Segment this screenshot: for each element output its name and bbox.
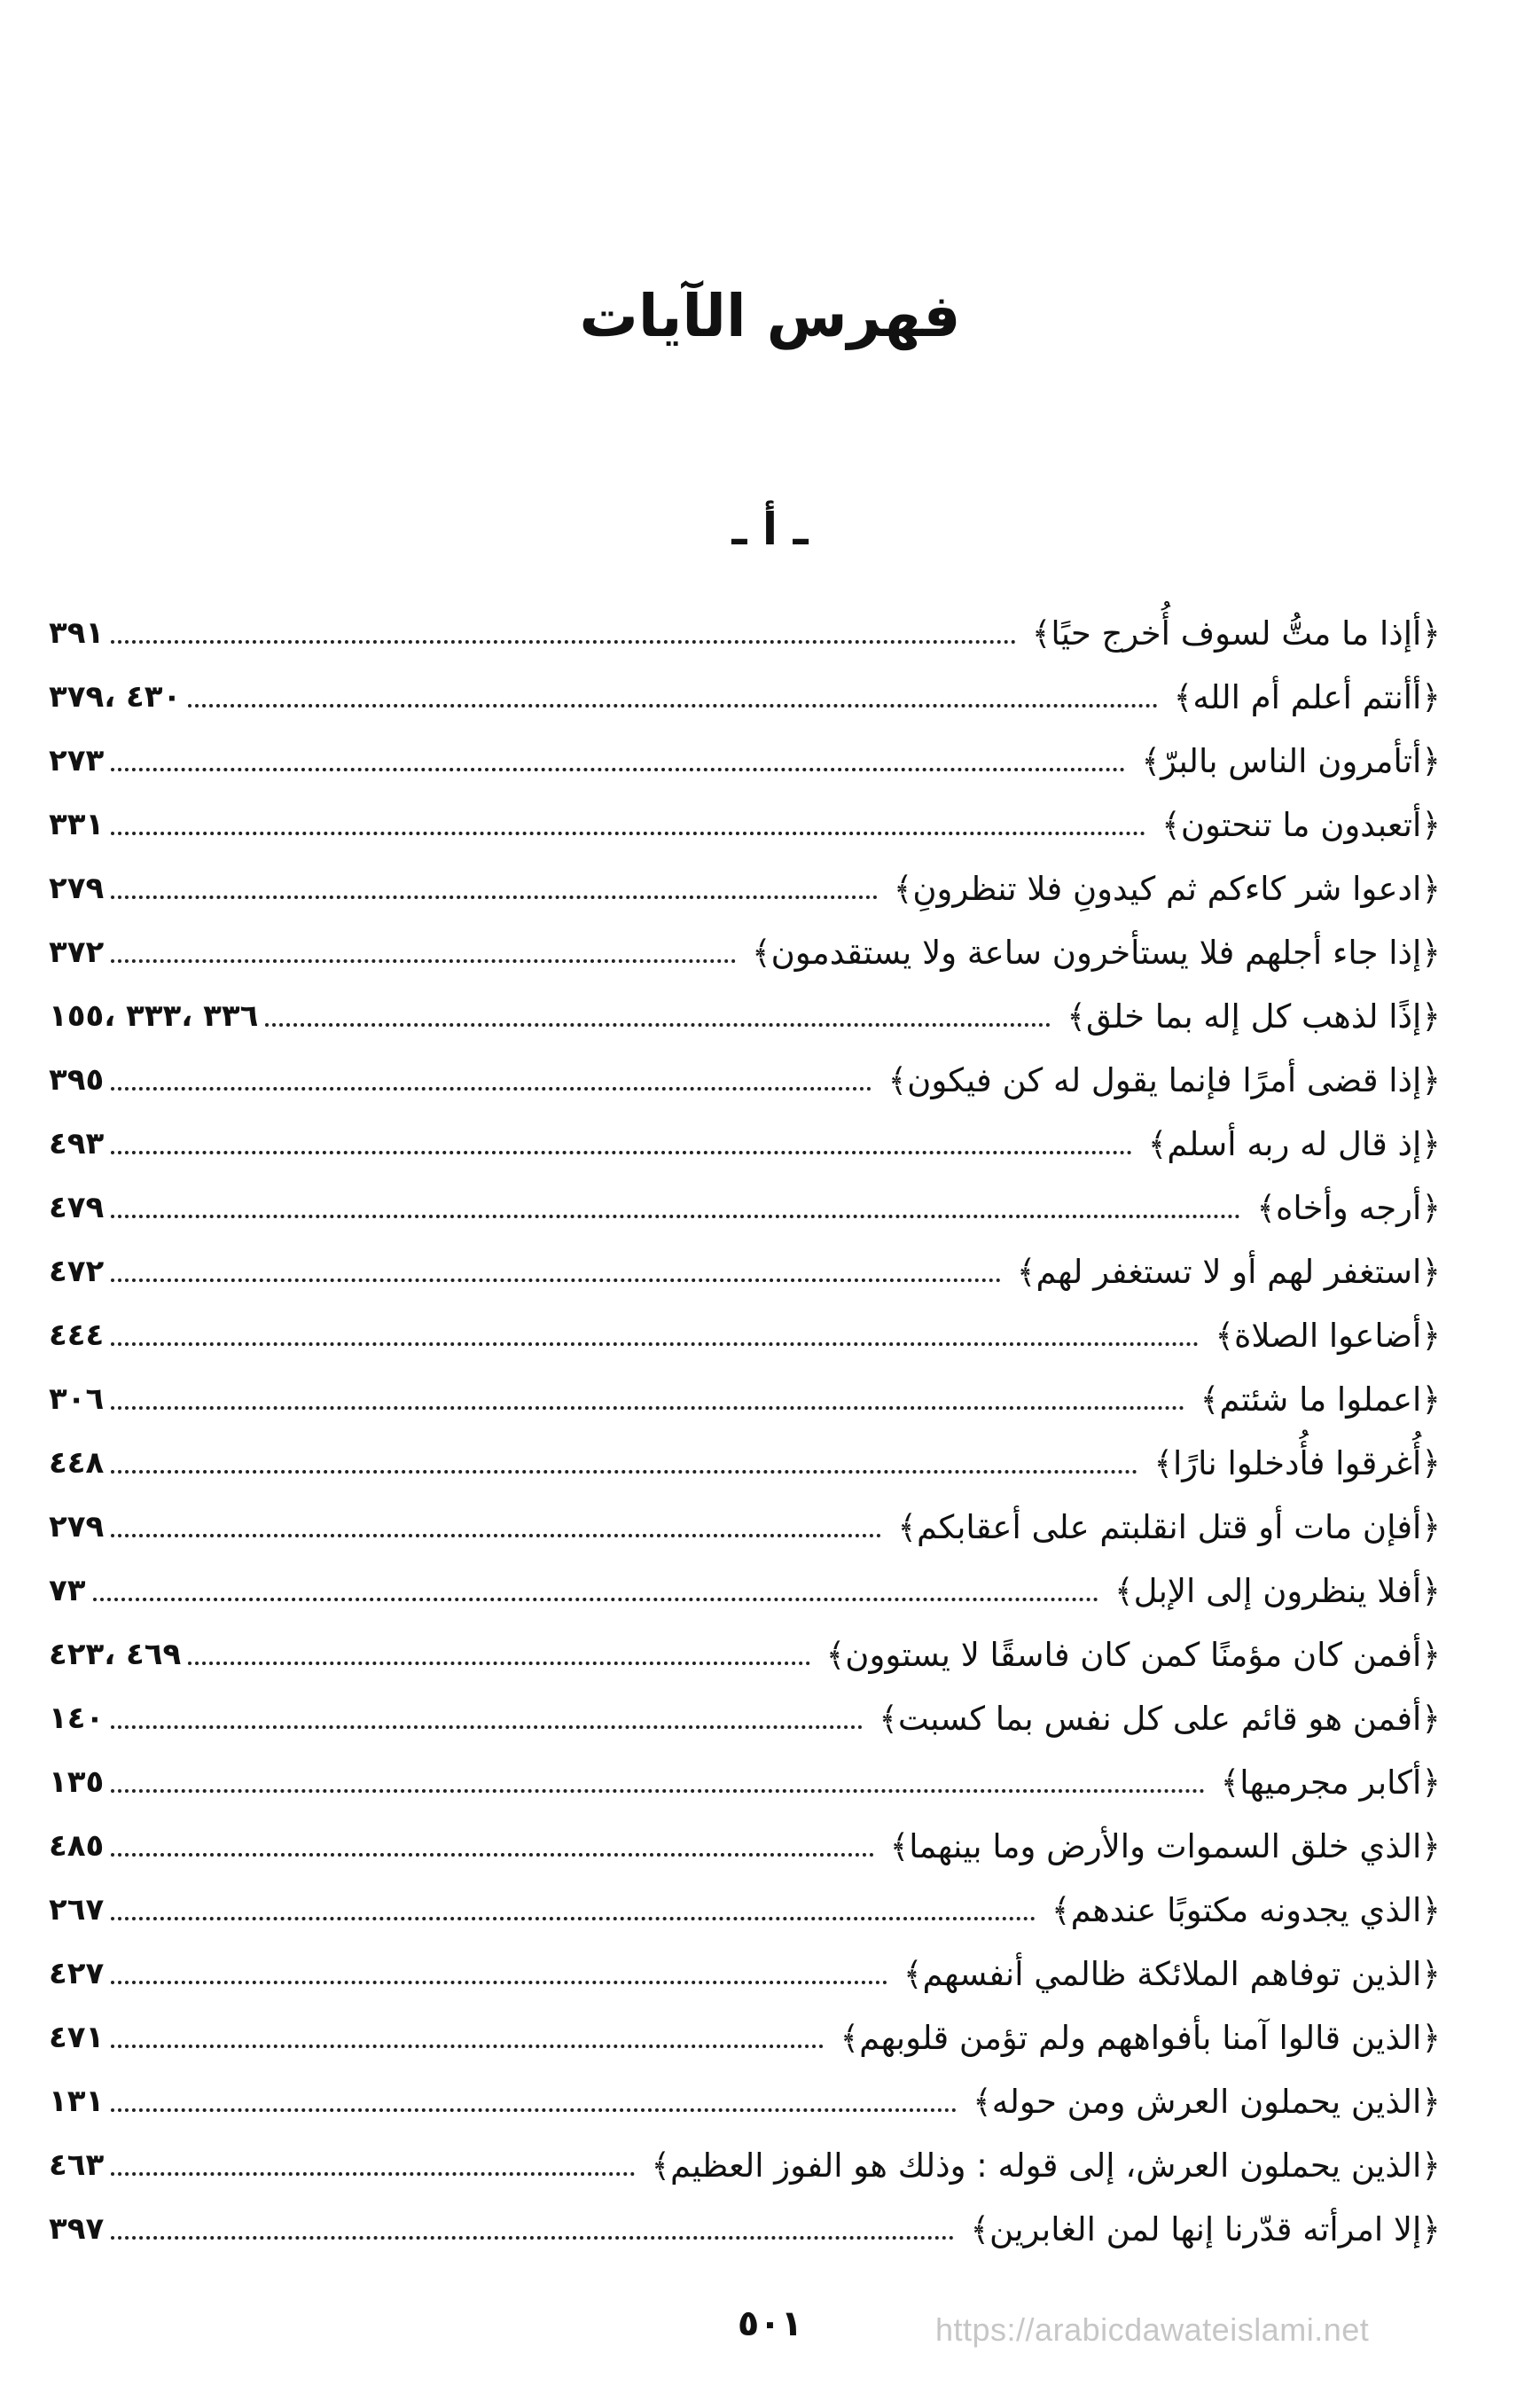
verse-text: ﴿أأنتم أعلم أم الله﴾	[1173, 677, 1441, 716]
index-entry	[49, 1112, 1441, 1176]
verse-text: ﴿أإذا ما متُّ لسوف أُخرج حيًا﴾	[1031, 614, 1441, 653]
index-entry	[49, 984, 1441, 1048]
index-entry	[49, 1814, 1441, 1878]
verse-text: ﴿إذًا لذهب كل إله بما خلق﴾	[1067, 997, 1441, 1036]
verse-text: ﴿أرجه وأخاه﴾	[1256, 1188, 1441, 1227]
page-references: ٣٣٦ ،٣٣٣ ،١٥٥	[49, 998, 259, 1034]
verse-text: ﴿الذين يحملون العرش، إلى قوله : وذلك هو الفوز العظيم﴾	[651, 2146, 1441, 2185]
dot-leader	[111, 2108, 957, 2112]
page-references: ٤٦٩ ،٤٢٣	[49, 1637, 182, 1672]
dot-leader	[111, 1725, 863, 1729]
page-number: ٥٠١	[737, 2303, 803, 2344]
index-entry	[49, 1367, 1441, 1431]
index-entry	[49, 2006, 1441, 2069]
dot-leader	[93, 1598, 1098, 1601]
page-references: ٤٧١	[49, 2020, 105, 2055]
dot-leader	[111, 1981, 887, 1984]
dot-leader	[111, 1789, 1204, 1793]
dot-leader	[111, 2172, 635, 2176]
dot-leader	[111, 1087, 872, 1091]
dot-leader	[111, 1470, 1137, 1474]
index-entry	[49, 1750, 1441, 1814]
page-references: ٢٧٩	[49, 871, 105, 906]
verse-text: ﴿إذا جاء أجلهم فلا يستأخرون ساعة ولا يستقدمون﴾	[751, 933, 1441, 972]
verse-text: ﴿إذ قال له ربه أسلم﴾	[1147, 1124, 1441, 1163]
index-entry	[49, 601, 1441, 665]
dot-leader	[111, 2045, 824, 2048]
index-entry	[49, 665, 1441, 729]
page-references: ٣٠٦	[49, 1381, 105, 1417]
index-entry	[49, 1942, 1441, 2006]
page-references: ٤٤٨	[49, 1445, 105, 1481]
dot-leader	[111, 1917, 1036, 1920]
verse-index-list	[49, 601, 1441, 2261]
dot-leader	[111, 1406, 1184, 1410]
verse-text: ﴿الذين قالوا آمنا بأفواههم ولم تؤمن قلوبهم﴾	[840, 2018, 1441, 2057]
index-entry	[49, 920, 1441, 984]
dot-leader	[111, 1342, 1199, 1346]
page-references: ٤٧٩	[49, 1190, 105, 1225]
verse-text: ﴿استغفر لهم أو لا تستغفر لهم﴾	[1016, 1252, 1441, 1291]
verse-text: ﴿اعملوا ما شئتم﴾	[1200, 1380, 1441, 1419]
page-references: ٤٧٢	[49, 1254, 105, 1289]
verse-text: ﴿ادعوا شر كاءكم ثم كيدونِ فلا تنظرونِ﴾	[893, 869, 1441, 908]
index-entry	[49, 729, 1441, 793]
dot-leader	[111, 640, 1015, 644]
page-references: ٣٧٢	[49, 934, 105, 970]
dot-leader	[111, 895, 877, 899]
index-entry	[49, 1686, 1441, 1750]
watermark-url: https://arabicdawateislami.net	[935, 2311, 1370, 2348]
index-entry	[49, 2197, 1441, 2261]
dot-leader	[111, 1279, 1001, 1282]
page-references: ٣٩١	[49, 615, 105, 651]
index-entry	[49, 1239, 1441, 1303]
page-references: ٧٣	[49, 1573, 86, 1608]
page-references: ١٣٥	[49, 1764, 105, 1800]
verse-text: ﴿أضاعوا الصلاة﴾	[1215, 1316, 1441, 1355]
verse-text: ﴿أتعبدون ما تنحتون﴾	[1161, 805, 1441, 844]
verse-text: ﴿إذا قضى أمرًا فإنما يقول له كن فيكون﴾	[887, 1060, 1441, 1099]
page-references: ٤٤٤	[49, 1318, 105, 1353]
page-references: ٤٣٠ ،٣٧٩	[49, 679, 182, 715]
verse-text: ﴿أفلا ينظرون إلى الإبل﴾	[1114, 1571, 1441, 1610]
page-references: ٣٣١	[49, 807, 105, 842]
index-entry	[49, 1559, 1441, 1623]
verse-text: ﴿أفمن هو قائم على كل نفس بما كسبت﴾	[879, 1699, 1441, 1738]
page-references: ٢٧٩	[49, 1509, 105, 1544]
index-entry	[49, 1623, 1441, 1686]
verse-text: ﴿الذين يحملون العرش ومن حوله﴾	[973, 2082, 1441, 2121]
index-entry	[49, 793, 1441, 856]
dot-leader	[111, 2236, 954, 2240]
index-entry	[49, 1303, 1441, 1367]
verse-text: ﴿أكابر مجرميها﴾	[1220, 1763, 1441, 1802]
verse-text: ﴿الذي خلق السموات والأرض وما بينهما﴾	[889, 1826, 1441, 1865]
page-references: ٤٨٥	[49, 1828, 105, 1864]
page-title: فهرس الآيات	[579, 282, 961, 350]
index-entry	[49, 1176, 1441, 1239]
page-references: ٣٩٧	[49, 2211, 105, 2247]
index-entry	[49, 856, 1441, 920]
dot-leader	[188, 1662, 809, 1665]
page-references: ٢٧٣	[49, 743, 105, 778]
verse-text: ﴿الذي يجدونه مكتوبًا عندهم﴾	[1051, 1890, 1441, 1929]
verse-text: ﴿إلا امرأته قدّرنا إنها لمن الغابرين﴾	[970, 2209, 1441, 2248]
section-letter-heading: ـ أ ـ	[731, 504, 809, 555]
verse-text: ﴿أفإن مات أو قتل انقلبتم على أعقابكم﴾	[897, 1507, 1441, 1546]
index-entry	[49, 2069, 1441, 2133]
dot-leader	[188, 704, 1157, 708]
dot-leader	[111, 1534, 881, 1537]
verse-text: ﴿أُغرقوا فأُدخلوا نارًا﴾	[1153, 1443, 1441, 1482]
dot-leader	[111, 1853, 873, 1857]
dot-leader	[111, 832, 1145, 835]
page-references: ١٣١	[49, 2084, 105, 2119]
page-references: ٢٦٧	[49, 1892, 105, 1928]
index-entry	[49, 1495, 1441, 1559]
dot-leader	[111, 768, 1125, 771]
verse-text: ﴿الذين توفاهم الملائكة ظالمي أنفسهم﴾	[903, 1954, 1441, 1993]
page-references: ١٤٠	[49, 1701, 105, 1736]
index-entry	[49, 1878, 1441, 1942]
page-references: ٣٩٥	[49, 1062, 105, 1098]
verse-text: ﴿أتأمرون الناس بالبرّ﴾	[1141, 741, 1441, 780]
dot-leader	[265, 1023, 1051, 1027]
page-references: ٤٢٧	[49, 1956, 105, 1991]
dot-leader	[111, 1151, 1131, 1154]
dot-leader	[111, 1215, 1240, 1218]
page-references: ٤٩٣	[49, 1126, 105, 1161]
dot-leader	[111, 959, 736, 963]
index-entry	[49, 1048, 1441, 1112]
index-entry	[49, 2133, 1441, 2197]
index-entry	[49, 1431, 1441, 1495]
verse-text: ﴿أفمن كان مؤمنًا كمن كان فاسقًا لا يستوون﴾	[825, 1635, 1441, 1674]
page-references: ٤٦٣	[49, 2147, 105, 2183]
